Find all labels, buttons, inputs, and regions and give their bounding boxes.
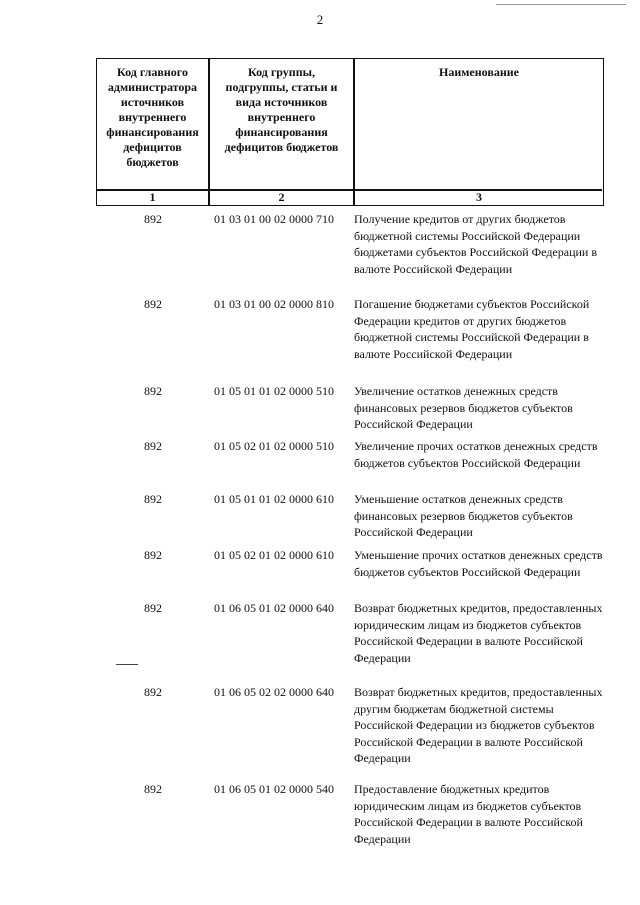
source-name: Предоставление бюджетных кредитов юридическим лицам из бюджетов субъектов Российской Федерации в валюте Российской Федерации bbox=[354, 782, 583, 846]
column-divider bbox=[208, 59, 210, 205]
column-number-2: 2 bbox=[278, 190, 285, 204]
top-rule bbox=[496, 4, 626, 5]
source-name: Уменьшение остатков денежных средств финансовых резервов бюджетов субъектов Российской Федерации bbox=[354, 492, 573, 539]
source-name: Возврат бюджетных кредитов, предоставленных другим бюджетам бюджетной системы Российской Федерации из бюджетов субъектов Российской Федерации в валюте Российской Федерации bbox=[354, 685, 603, 765]
table-header bbox=[96, 58, 604, 206]
source-name: Погашение бюджетами субъектов Российской Федерации кредитов от других бюджетов бюджетной системы Российской Федерации в валюте Российской Федерации bbox=[354, 297, 590, 361]
source-code: 01 05 01 01 02 0000 510 bbox=[214, 384, 334, 398]
admin-code: 892 bbox=[144, 548, 162, 562]
admin-code: 892 bbox=[144, 384, 162, 398]
admin-code: 892 bbox=[144, 492, 162, 506]
source-name: Получение кредитов от других бюджетов бюджетной системы Российской Федерации бюджетами субъектов Российской Федерации в валюте Российской Федерации bbox=[354, 212, 598, 276]
source-name: Увеличение прочих остатков денежных средств бюджетов субъектов Российской Федерации bbox=[354, 439, 598, 470]
column-number-3: 3 bbox=[476, 190, 482, 204]
source-code: 01 03 01 00 02 0000 810 bbox=[214, 297, 334, 311]
source-code: 01 05 02 01 02 0000 510 bbox=[214, 439, 334, 453]
page-number: 2 bbox=[316, 12, 324, 27]
source-code: 01 06 05 02 02 0000 640 bbox=[214, 685, 334, 699]
source-code: 01 06 05 01 02 0000 540 bbox=[214, 782, 334, 796]
source-name: Возврат бюджетных кредитов, предоставленных юридическим лицам из бюджетов субъектов Российской Федерации в валюте Российской Федерации bbox=[354, 601, 603, 665]
source-code: 01 03 01 00 02 0000 710 bbox=[214, 212, 334, 226]
admin-code: 892 bbox=[144, 439, 162, 453]
admin-code: 892 bbox=[144, 782, 162, 796]
source-name: Уменьшение прочих остатков денежных средств бюджетов субъектов Российской Федерации bbox=[354, 548, 603, 579]
source-code: 01 05 01 01 02 0000 610 bbox=[214, 492, 334, 506]
header-col-admin: Код главного администратора источников внутреннего финансирования дефицитов бюджетов bbox=[106, 65, 199, 169]
column-number-1: 1 bbox=[149, 190, 156, 204]
source-code: 01 06 05 01 02 0000 640 bbox=[214, 601, 334, 615]
admin-code: 892 bbox=[144, 601, 162, 615]
admin-code: 892 bbox=[144, 212, 162, 226]
source-code: 01 05 02 01 02 0000 610 bbox=[214, 548, 334, 562]
header-col-code: Код группы, подгруппы, статьи и вида источников внутреннего финансирования дефицитов бюджетов bbox=[224, 65, 339, 154]
header-col-name: Наименование bbox=[439, 65, 519, 79]
column-divider bbox=[353, 59, 355, 205]
admin-code: 892 bbox=[144, 685, 162, 699]
margin-mark bbox=[116, 664, 138, 665]
source-name: Увеличение остатков денежных средств финансовых резервов бюджетов субъектов Российской Федерации bbox=[354, 384, 573, 431]
admin-code: 892 bbox=[144, 297, 162, 311]
